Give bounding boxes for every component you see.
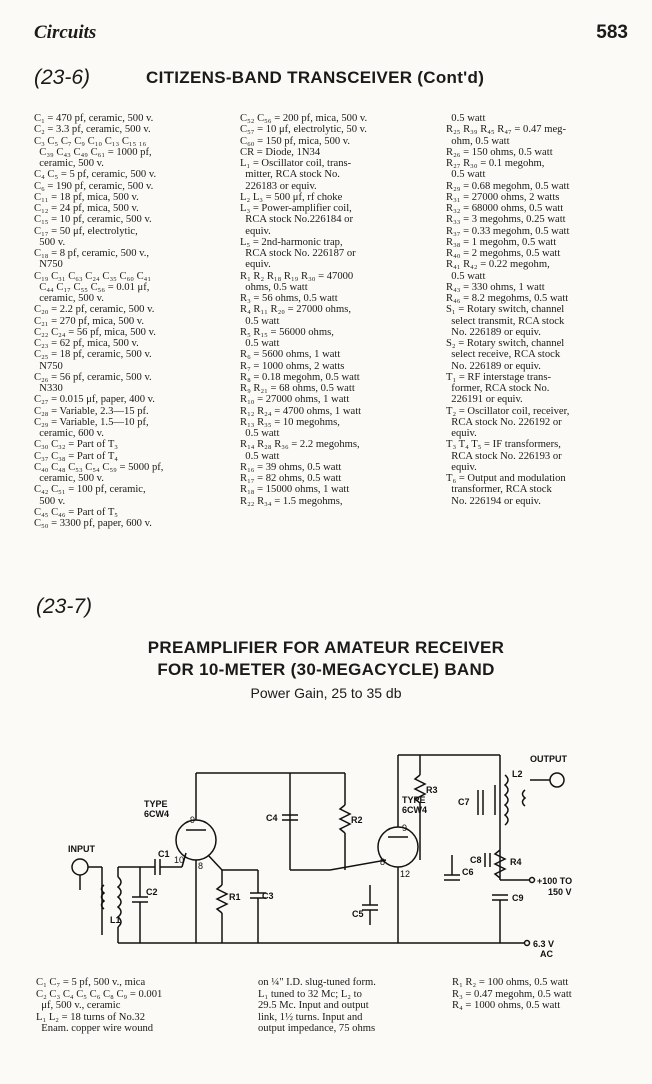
page-number: 583 — [596, 22, 628, 43]
figure-subtitle: Power Gain, 25 to 35 db — [250, 685, 402, 701]
parts-col3-line: ohm, 0.5 watt — [446, 135, 510, 147]
parts-col1-line: C₄ C₅ = 5 pf, ceramic, 500 v. — [34, 169, 157, 181]
parts-col2-line: R₇ = 1000 ohms, 2 watts — [240, 360, 345, 372]
parts-col3-line: transformer, RCA stock — [446, 484, 552, 496]
parts-col2-line: L₁ = Oscillator coil, trans- — [240, 158, 352, 169]
preamplifier-schematic — [0, 735, 652, 975]
parts-col3-line: 226191 or equiv. — [446, 394, 523, 406]
parts-col2-line: equiv. — [240, 225, 271, 237]
heater-label: 6.3 V — [533, 939, 555, 949]
heater-label-2: AC — [540, 949, 553, 959]
notes-col3-line: R₄ = 1000 ohms, 0.5 watt — [452, 1000, 561, 1011]
parts-col1-line: N750 — [34, 360, 63, 372]
parts-col1-line: C₂₅ = 18 pf, ceramic, 500 v. — [34, 349, 152, 361]
parts-col1-line: C₂₉ = Variable, 1.5—10 pf, — [34, 416, 149, 428]
parts-col1-line: C₁₇ = 50 μf, electrolytic, — [34, 225, 138, 237]
parts-col2-line: 0.5 watt — [240, 338, 280, 349]
parts-col2-line: L₂ L₃ = 500 μf, rf choke — [240, 191, 343, 203]
parts-col2-line: R₁₃ R₃₅ = 10 megohms, — [240, 416, 340, 428]
parts-col3-line: R₂₇ R₃₀ = 0.1 megohm, — [446, 158, 545, 169]
parts-col1-line: C₁₈ = 8 pf, ceramic, 500 v., — [34, 248, 150, 259]
parts-col1-line: C₂₀ = 2.2 pf, ceramic, 500 v. — [34, 304, 155, 316]
parts-col3-line: R₂₉ = 0.68 megohm, 0.5 watt — [446, 180, 570, 192]
parts-col3-line: No. 226189 or equiv. — [446, 360, 541, 372]
parts-col2-line: equiv. — [240, 259, 271, 271]
c2-label: C2 — [146, 887, 158, 897]
figure-number-23-7: (23-7) — [36, 595, 93, 618]
parts-col3-line: R₄₆ = 8.2 megohms, 0.5 watt — [446, 293, 569, 304]
parts-col1-line: C₁₁ = 18 pf, mica, 500 v. — [34, 191, 139, 203]
c9-label: C9 — [512, 893, 524, 903]
c5-label: C5 — [352, 909, 364, 919]
parts-col2-line: CR = Diode, 1N34 — [240, 146, 321, 158]
parts-col2-line: ohms, 0.5 watt — [240, 281, 308, 293]
parts-col1-line: C₂₈ = Variable, 2.3—15 pf. — [34, 405, 149, 417]
notes-col1-line: C₂ C₃ C₄ C₅ C₆ C₈ C₉ = 0.001 — [36, 988, 163, 1000]
parts-col2-line: R₁₄ R₂₈ R₃₆ = 2.2 megohms, — [240, 439, 360, 451]
parts-list-column-2 — [240, 113, 367, 507]
parts-col2-line: L₅ = 2nd-harmonic trap, — [240, 236, 343, 248]
parts-col3-line: S₁ = Rotary switch, channel — [446, 304, 565, 316]
parts-col2-line: R₈ = 0.18 megohm, 0.5 watt — [240, 371, 360, 383]
output-label: OUTPUT — [530, 754, 567, 764]
parts-col2-line: C₅₂ C₅₆ = 200 pf, mica, 500 v. — [240, 113, 368, 124]
parts-col3-line: 0.5 watt — [446, 113, 486, 124]
parts-col3-line: equiv. — [446, 428, 477, 439]
notes-column-1 — [36, 977, 162, 1035]
r3-label: R3 — [426, 785, 438, 795]
parts-col3-line: No. 226194 or equiv. — [446, 495, 541, 507]
parts-col1-line: C₄₅ C₄₆ = Part of T₅ — [34, 506, 118, 518]
parts-col3-line: 0.5 watt — [446, 169, 486, 181]
parts-col2-line: 0.5 watt — [240, 450, 280, 462]
parts-col1-line: C₁₂ = 24 pf, mica, 500 v. — [34, 203, 139, 214]
c6-label: C6 — [462, 867, 474, 877]
parts-col3-line: equiv. — [446, 461, 477, 473]
parts-col1-line: 500 v. — [34, 236, 66, 248]
l1-label: L1 — [110, 915, 121, 925]
parts-col3-line: T₃ T₄ T₅ = IF transformers, — [446, 439, 561, 451]
tube1-pin-8: 8 — [198, 861, 204, 871]
c8-label: C8 — [470, 855, 482, 865]
parts-col2-line: 0.5 watt — [240, 428, 280, 439]
parts-col1-line: ceramic, 500 v. — [34, 158, 104, 169]
notes-col2-line: link, 1½ turns. Input and — [258, 1011, 363, 1023]
parts-col3-line: R₄₃ = 330 ohms, 1 watt — [446, 281, 545, 293]
parts-col3-line: 0.5 watt — [446, 270, 486, 282]
parts-col2-line: R₉ R₂₁ = 68 ohms, 0.5 watt — [240, 383, 355, 394]
tube1-type-label: TYPE — [144, 799, 168, 809]
notes-column-3 — [452, 977, 572, 1012]
r1-label: R1 — [229, 892, 241, 902]
tube1-pin-10: 10 — [174, 855, 185, 865]
parts-col1-line: C₂₆ = 56 pf, ceramic, 500 v. — [34, 371, 152, 383]
parts-col2-line: 0.5 watt — [240, 315, 280, 327]
c3-label: C3 — [262, 891, 274, 901]
tube1-pin-9: 9 — [190, 815, 196, 825]
parts-col2-line: R₁₇ = 82 ohms, 0.5 watt — [240, 473, 342, 484]
parts-col2-line: R₁₆ = 39 ohms, 0.5 watt — [240, 461, 342, 473]
parts-col2-line: R₁₀ = 27000 ohms, 1 watt — [240, 394, 350, 406]
b-plus-label: +100 TO — [537, 876, 573, 886]
parts-col3-line: R₃₇ = 0.33 megohm, 0.5 watt — [446, 225, 570, 237]
parts-col1-line: C₄₂ C₅₁ = 100 pf, ceramic, — [34, 484, 146, 496]
parts-col3-line: S₂ = Rotary switch, channel — [446, 338, 565, 349]
tube2-number-label: 6CW4 — [402, 805, 428, 815]
parts-col3-line: former, RCA stock No. — [446, 383, 550, 394]
notes-col3-line: R₃ = 0.47 megohm, 0.5 watt — [452, 988, 572, 1000]
parts-col1-line: C₂₂ C₂₄ = 56 pf, mica, 500 v. — [34, 326, 156, 338]
parts-col1-line: C₄₄ C₁₇ C₅₅ C₅₆ = 0.01 μf, — [34, 281, 150, 293]
notes-column-2 — [258, 977, 376, 1035]
parts-list-column-1 — [34, 113, 163, 529]
figure-title-23-6: CITIZENS-BAND TRANSCEIVER (Cont'd) — [146, 68, 485, 87]
notes-col1-line: L₁ L₂ = 18 turns of No.32 — [36, 1011, 145, 1023]
parts-col3-line: RCA stock No. 226192 or — [446, 416, 562, 428]
tube2-pin-12: 12 — [400, 869, 411, 879]
c4-label: C4 — [266, 813, 278, 823]
parts-col1-line: N330 — [34, 383, 63, 394]
c1-label: C1 — [158, 849, 170, 859]
parts-col3-line: select receive, RCA stock — [446, 349, 561, 361]
figure-title-23-7-line1: PREAMPLIFIER FOR AMATEUR RECEIVER — [147, 638, 505, 657]
parts-col1-line: 500 v. — [34, 495, 66, 507]
tube2-pin-9: 9 — [402, 823, 408, 833]
parts-col1-line: ceramic, 500 v. — [34, 293, 104, 304]
parts-col2-line: mitter, RCA stock No. — [240, 169, 340, 181]
parts-col1-line: C₃₉ C₄₃ C₄₉ C₆₁ = 1000 pf, — [34, 146, 152, 158]
notes-col2-line: output impedance, 75 ohms — [258, 1023, 376, 1034]
parts-col3-line: T₆ = Output and modulation — [446, 473, 566, 484]
parts-col3-line: R₃₁ = 27000 ohms, 2 watts — [446, 191, 560, 203]
parts-col3-line: select transmit, RCA stock — [446, 315, 565, 327]
b-plus-label-2: 150 V — [548, 887, 572, 897]
parts-col2-line: RCA stock No. 226187 or — [240, 248, 356, 259]
notes-col2-line: 29.5 Mc. Input and output — [258, 1000, 369, 1011]
parts-col1-line: ceramic, 500 v. — [34, 473, 104, 484]
parts-col3-line: R₃₃ = 3 megohms, 0.25 watt — [446, 214, 566, 226]
parts-col1-line: C₂₇ = 0.015 μf, paper, 400 v. — [34, 394, 155, 406]
parts-col2-line: C₅₇ = 10 μf, electrolytic, 50 v. — [240, 124, 367, 136]
parts-col1-line: C₂ = 3.3 pf, ceramic, 500 v. — [34, 124, 151, 136]
section-name: Circuits — [34, 22, 97, 43]
parts-col1-line: C₂₃ = 62 pf, mica, 500 v. — [34, 338, 139, 349]
notes-col1-line: C₁ C₇ = 5 pf, 500 v., mica — [36, 977, 146, 988]
parts-col1-line: C₆ = 190 pf, ceramic, 500 v. — [34, 180, 154, 192]
schematic-labels — [68, 754, 572, 959]
notes-col2-line: on ¼" I.D. slug-tuned form. — [258, 977, 376, 988]
parts-col3-line: RCA stock No. 226193 or — [446, 450, 562, 462]
parts-col1-line: C₂₁ = 270 pf, mica, 500 v. — [34, 315, 145, 327]
parts-col1-line: C₄₀ C₄₈ C₅₃ C₅₄ C₅₉ = 5000 pf, — [34, 461, 164, 473]
parts-col2-line: R₅ R₁₅ = 56000 ohms, — [240, 326, 334, 338]
tube2-pin-8: 8 — [380, 857, 386, 867]
c7-label: C7 — [458, 797, 470, 807]
parts-col3-line: R₂₅ R₃₉ R₄₅ R₄₇ = 0.47 meg- — [446, 124, 566, 136]
l2-label: L2 — [512, 769, 523, 779]
notes-col2-line: L₁ tuned to 32 Mc; L₂ to — [258, 988, 362, 1000]
parts-col1-line: C₃₇ C₃₈ = Part of T₄ — [34, 450, 118, 462]
parts-col1-line: C₅₀ = 3300 pf, paper, 600 v. — [34, 518, 152, 529]
parts-col1-line: C₃₀ C₃₂ = Part of T₃ — [34, 439, 118, 451]
schematic-wiring — [72, 755, 564, 946]
parts-col2-line: L₃ = Power-amplifier coil, — [240, 203, 352, 214]
parts-col2-line: R₁₂ R₂₄ = 4700 ohms, 1 watt — [240, 405, 362, 417]
parts-col1-line: C₁₅ = 10 pf, ceramic, 500 v. — [34, 214, 152, 226]
parts-col3-line: R₂₆ = 150 ohms, 0.5 watt — [446, 146, 553, 158]
notes-col3-line: R₁ R₂ = 100 ohms, 0.5 watt — [452, 977, 569, 988]
parts-col2-line: RCA stock No.226184 or — [240, 214, 354, 226]
parts-col1-line: C₁₉ C₃₁ C₆₃ C₂₄ C₃₅ C₆₀ C₄₁ — [34, 270, 152, 282]
parts-col1-line: C₁ = 470 pf, ceramic, 500 v. — [34, 113, 154, 124]
parts-col3-line: R₃₈ = 1 megohm, 0.5 watt — [446, 236, 557, 248]
figure-title-23-7-line2: FOR 10-METER (30-MEGACYCLE) BAND — [157, 660, 495, 679]
parts-col2-line: R₄ R₁₁ R₂₀ = 27000 ohms, — [240, 304, 351, 316]
parts-col3-line: T₁ = RF interstage trans- — [446, 371, 551, 383]
parts-col2-line: R₁ R₂ R₁₈ R₁₉ R₃₀ = 47000 — [240, 270, 354, 282]
parts-col2-line: R₂₂ R₃₄ = 1.5 megohms, — [240, 495, 343, 507]
tube2-type-label: TYPE — [402, 795, 426, 805]
parts-col2-line: R₁₈ = 15000 ohms, 1 watt — [240, 484, 350, 496]
parts-col3-line: R₄₁ R₄₂ = 0.22 megohm, — [446, 259, 550, 271]
notes-col1-line: Enam. copper wire wound — [36, 1023, 154, 1034]
parts-col2-line: R₃ = 56 ohms, 0.5 watt — [240, 293, 338, 304]
parts-col3-line: R₄₀ = 2 megohms, 0.5 watt — [446, 248, 561, 259]
parts-col1-line: C₃ C₅ C₇ C₉ C₁₀ C₁₃ C₁₅ ₁₆ — [34, 135, 147, 147]
parts-col1-line: N750 — [34, 259, 63, 271]
parts-col3-line: No. 226189 or equiv. — [446, 326, 541, 338]
figure-number-23-6: (23-6) — [34, 66, 91, 89]
r4-label: R4 — [510, 857, 522, 867]
parts-col2-line: C₆₀ = 150 pf, mica, 500 v. — [240, 135, 351, 147]
parts-col2-line: R₆ = 5600 ohms, 1 watt — [240, 349, 341, 361]
tube1-number-label: 6CW4 — [144, 809, 170, 819]
parts-col1-line: ceramic, 600 v. — [34, 428, 104, 439]
r2-label: R2 — [351, 815, 363, 825]
input-label: INPUT — [68, 844, 95, 854]
notes-col1-line: μf, 500 v., ceramic — [36, 1000, 121, 1011]
parts-col3-line: T₂ = Oscillator coil, receiver, — [446, 405, 570, 417]
parts-col2-line: 226183 or equiv. — [240, 180, 317, 192]
parts-list-column-3 — [446, 113, 569, 507]
parts-col3-line: R₃₂ = 68000 ohms, 0.5 watt — [446, 203, 564, 214]
